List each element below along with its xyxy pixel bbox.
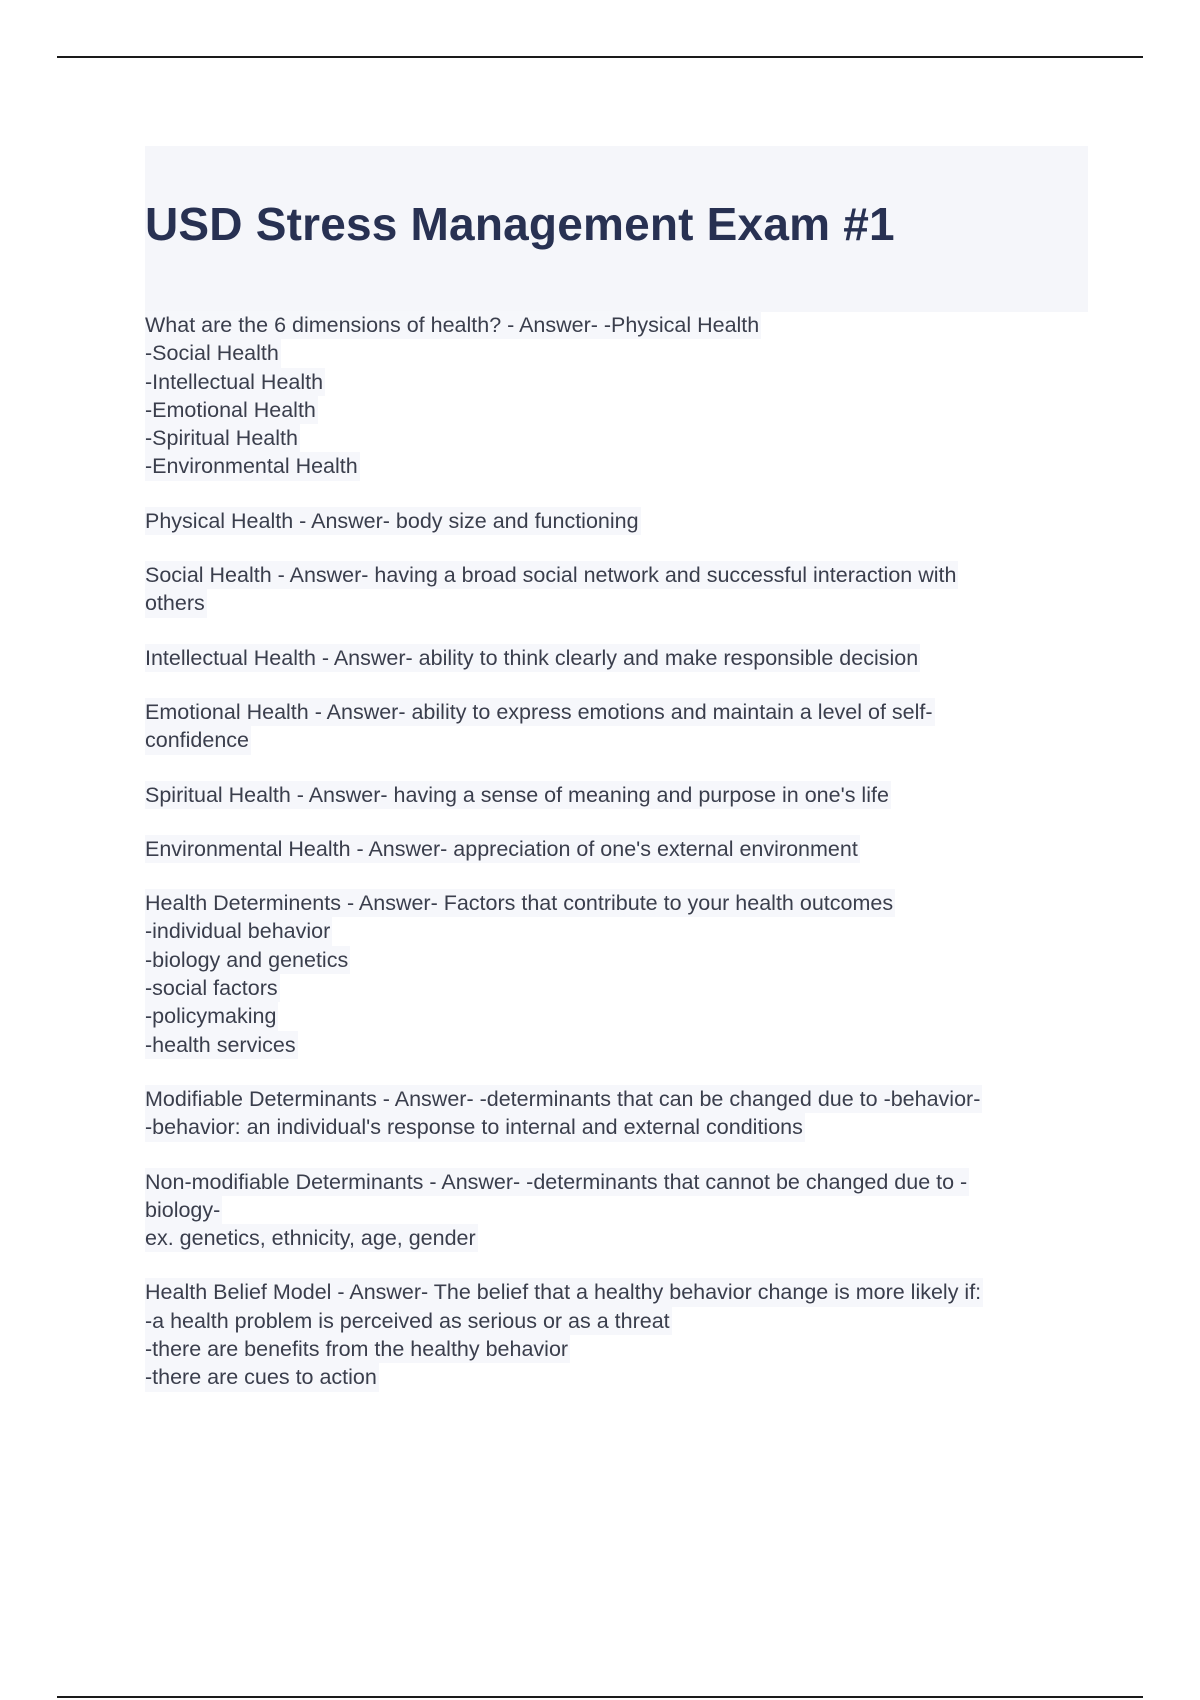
qa-answer-line: -biology and genetics — [145, 946, 350, 974]
qa-list — [145, 311, 1095, 1418]
qa-question-line: Intellectual Health - Answer- ability to think clearly and make responsible decision — [145, 644, 920, 672]
qa-question-line: Spiritual Health - Answer- having a sense of meaning and purpose in one's life — [145, 781, 891, 809]
qa-entry — [145, 561, 1095, 618]
qa-answer-line: -policymaking — [145, 1002, 278, 1030]
qa-answer-line: -Emotional Health — [145, 396, 318, 424]
bottom-divider — [57, 1696, 1143, 1698]
qa-entry — [145, 644, 1095, 672]
qa-answer-line: -behavior: an individual's response to internal and external conditions — [145, 1113, 805, 1141]
qa-answer-line: -there are cues to action — [145, 1363, 379, 1391]
qa-answer-line: -there are benefits from the healthy behavior — [145, 1335, 570, 1363]
qa-entry — [145, 1278, 1095, 1391]
qa-question-line: Non-modifiable Determinants - Answer- -determinants that cannot be changed due to - — [145, 1168, 969, 1196]
qa-entry — [145, 1168, 1095, 1253]
qa-answer-line: -social factors — [145, 974, 280, 1002]
top-divider — [57, 56, 1143, 58]
qa-entry — [145, 698, 1095, 755]
qa-entry — [145, 507, 1095, 535]
qa-question-line: Social Health - Answer- having a broad social network and successful interaction with — [145, 561, 958, 589]
qa-question-line: Emotional Health - Answer- ability to express emotions and maintain a level of self- — [145, 698, 935, 726]
document-title: USD Stress Management Exam #1 — [145, 198, 895, 250]
qa-answer-line: -Spiritual Health — [145, 424, 300, 452]
qa-answer-line: biology- — [145, 1196, 222, 1224]
qa-answer-line: -health services — [145, 1031, 298, 1059]
qa-question-line: Modifiable Determinants - Answer- -determinants that can be changed due to -behavior- — [145, 1085, 982, 1113]
qa-answer-line: -a health problem is perceived as serious or as a threat — [145, 1307, 672, 1335]
qa-answer-line: -Environmental Health — [145, 452, 360, 480]
qa-question-line: Health Belief Model - Answer- The belief that a healthy behavior change is more likely if: — [145, 1278, 983, 1306]
qa-answer-line: others — [145, 589, 207, 617]
qa-entry — [145, 889, 1095, 1059]
qa-answer-line: ex. genetics, ethnicity, age, gender — [145, 1224, 478, 1252]
qa-entry — [145, 835, 1095, 863]
qa-question-line: Health Determinents - Answer- Factors that contribute to your health outcomes — [145, 889, 895, 917]
qa-answer-line: -Intellectual Health — [145, 368, 325, 396]
qa-answer-line: -Social Health — [145, 339, 281, 367]
qa-question-line: Physical Health - Answer- body size and functioning — [145, 507, 641, 535]
qa-entry — [145, 1085, 1095, 1142]
qa-answer-line: -individual behavior — [145, 917, 332, 945]
qa-question-line: What are the 6 dimensions of health? - Answer- -Physical Health — [145, 311, 761, 339]
qa-answer-line: confidence — [145, 726, 251, 754]
qa-entry — [145, 311, 1095, 481]
qa-entry — [145, 781, 1095, 809]
qa-question-line: Environmental Health - Answer- appreciation of one's external environment — [145, 835, 860, 863]
